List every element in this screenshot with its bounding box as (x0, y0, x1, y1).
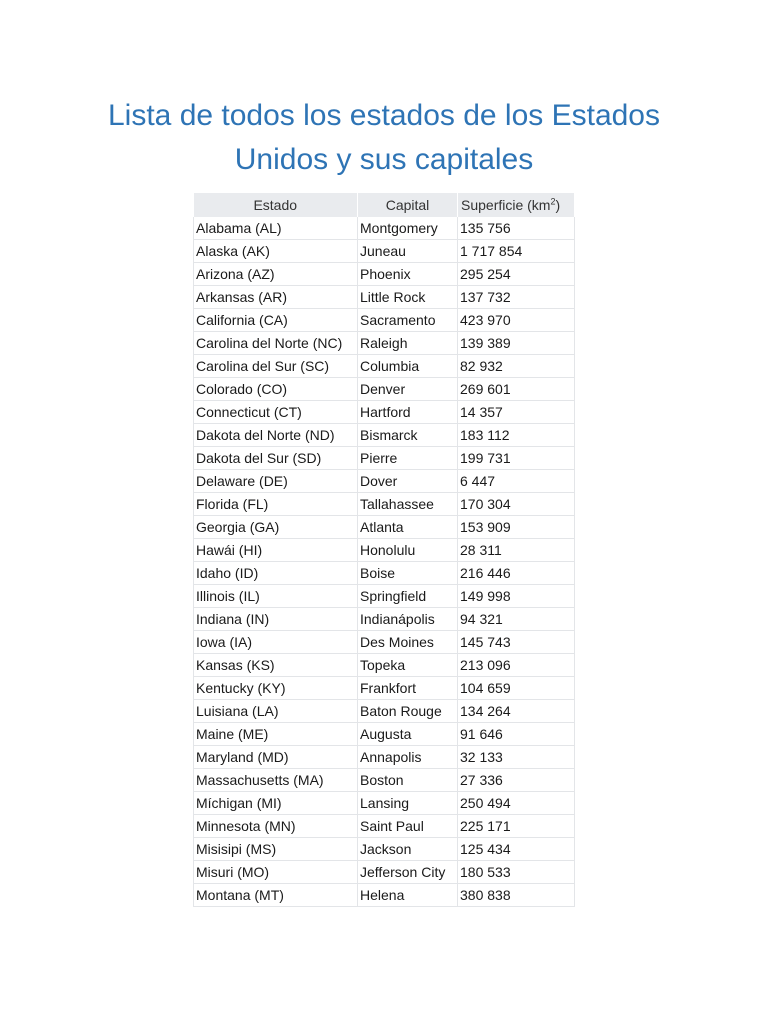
cell-capital: Boston (358, 769, 458, 792)
cell-estado: Connecticut (CT) (194, 401, 358, 424)
column-header-superficie-exponent: 2 (550, 196, 556, 207)
table-row (194, 654, 575, 677)
table-row (194, 700, 575, 723)
table-row (194, 631, 575, 654)
cell-superficie: 104 659 (458, 677, 575, 700)
cell-superficie: 180 533 (458, 861, 575, 884)
cell-capital: Annapolis (358, 746, 458, 769)
cell-superficie: 6 447 (458, 470, 575, 493)
cell-superficie: 139 389 (458, 332, 575, 355)
cell-capital: Sacramento (358, 309, 458, 332)
table-row (194, 723, 575, 746)
cell-capital: Denver (358, 378, 458, 401)
cell-superficie: 145 743 (458, 631, 575, 654)
table-row (194, 401, 575, 424)
cell-capital: Juneau (358, 240, 458, 263)
table-row (194, 884, 575, 907)
table-row (194, 240, 575, 263)
cell-estado: Alabama (AL) (194, 217, 358, 240)
cell-estado: Indiana (IN) (194, 608, 358, 631)
cell-estado: Misisipi (MS) (194, 838, 358, 861)
cell-capital: Lansing (358, 792, 458, 815)
cell-estado: Montana (MT) (194, 884, 358, 907)
table-row (194, 447, 575, 470)
column-header-superficie-label: Superficie (km (461, 197, 551, 213)
table-row (194, 470, 575, 493)
cell-superficie: 199 731 (458, 447, 575, 470)
cell-capital: Baton Rouge (358, 700, 458, 723)
cell-estado: Illinois (IL) (194, 585, 358, 608)
cell-estado: Iowa (IA) (194, 631, 358, 654)
cell-superficie: 149 998 (458, 585, 575, 608)
cell-capital: Helena (358, 884, 458, 907)
cell-superficie: 153 909 (458, 516, 575, 539)
cell-estado: Carolina del Norte (NC) (194, 332, 358, 355)
cell-superficie: 94 321 (458, 608, 575, 631)
table-row (194, 838, 575, 861)
table-row (194, 861, 575, 884)
table-row (194, 516, 575, 539)
cell-capital: Montgomery (358, 217, 458, 240)
cell-capital: Springfield (358, 585, 458, 608)
cell-superficie: 125 434 (458, 838, 575, 861)
states-table (193, 193, 575, 907)
cell-estado: Massachusetts (MA) (194, 769, 358, 792)
table-row (194, 217, 575, 240)
cell-estado: Colorado (CO) (194, 378, 358, 401)
cell-estado: Delaware (DE) (194, 470, 358, 493)
cell-estado: Luisiana (LA) (194, 700, 358, 723)
cell-superficie: 225 171 (458, 815, 575, 838)
table-row (194, 792, 575, 815)
table-row (194, 815, 575, 838)
cell-capital: Hartford (358, 401, 458, 424)
cell-superficie: 269 601 (458, 378, 575, 401)
cell-estado: Arizona (AZ) (194, 263, 358, 286)
cell-estado: Georgia (GA) (194, 516, 358, 539)
cell-capital: Phoenix (358, 263, 458, 286)
cell-capital: Topeka (358, 654, 458, 677)
cell-estado: Carolina del Sur (SC) (194, 355, 358, 378)
cell-superficie: 134 264 (458, 700, 575, 723)
cell-capital: Columbia (358, 355, 458, 378)
table-row (194, 309, 575, 332)
cell-capital: Augusta (358, 723, 458, 746)
table-row (194, 769, 575, 792)
cell-superficie: 14 357 (458, 401, 575, 424)
cell-superficie: 170 304 (458, 493, 575, 516)
table-row (194, 378, 575, 401)
cell-capital: Des Moines (358, 631, 458, 654)
cell-estado: Hawái (HI) (194, 539, 358, 562)
cell-superficie: 250 494 (458, 792, 575, 815)
cell-superficie: 380 838 (458, 884, 575, 907)
cell-superficie: 137 732 (458, 286, 575, 309)
cell-superficie: 82 932 (458, 355, 575, 378)
table-row (194, 493, 575, 516)
table-row (194, 746, 575, 769)
cell-capital: Boise (358, 562, 458, 585)
cell-capital: Saint Paul (358, 815, 458, 838)
table-row (194, 424, 575, 447)
cell-capital: Raleigh (358, 332, 458, 355)
cell-estado: Arkansas (AR) (194, 286, 358, 309)
cell-capital: Jefferson City (358, 861, 458, 884)
cell-capital: Bismarck (358, 424, 458, 447)
cell-estado: Dakota del Sur (SD) (194, 447, 358, 470)
cell-estado: Minnesota (MN) (194, 815, 358, 838)
table-row (194, 608, 575, 631)
page-title (0, 94, 768, 182)
table-row (194, 332, 575, 355)
page-title-line-1: Lista de todos los estados de los Estados (107, 99, 660, 132)
cell-estado: Kansas (KS) (194, 654, 358, 677)
cell-estado: Idaho (ID) (194, 562, 358, 585)
cell-superficie: 216 446 (458, 562, 575, 585)
cell-estado: Misuri (MO) (194, 861, 358, 884)
cell-capital: Pierre (358, 447, 458, 470)
cell-superficie: 295 254 (458, 263, 575, 286)
cell-estado: California (CA) (194, 309, 358, 332)
cell-capital: Little Rock (358, 286, 458, 309)
table-row (194, 355, 575, 378)
table-row (194, 286, 575, 309)
cell-capital: Honolulu (358, 539, 458, 562)
cell-capital: Atlanta (358, 516, 458, 539)
cell-capital: Jackson (358, 838, 458, 861)
cell-superficie: 32 133 (458, 746, 575, 769)
cell-superficie: 183 112 (458, 424, 575, 447)
table-row (194, 539, 575, 562)
column-header-capital: Capital (358, 193, 458, 217)
cell-capital: Tallahassee (358, 493, 458, 516)
cell-superficie: 213 096 (458, 654, 575, 677)
cell-estado: Florida (FL) (194, 493, 358, 516)
cell-estado: Maryland (MD) (194, 746, 358, 769)
column-header-estado: Estado (194, 193, 358, 217)
cell-capital: Dover (358, 470, 458, 493)
table-row (194, 263, 575, 286)
table-row (194, 585, 575, 608)
cell-superficie: 28 311 (458, 539, 575, 562)
cell-superficie: 135 756 (458, 217, 575, 240)
cell-superficie: 423 970 (458, 309, 575, 332)
column-header-superficie (458, 193, 575, 217)
cell-capital: Frankfort (358, 677, 458, 700)
states-table-body (194, 217, 575, 907)
cell-superficie: 91 646 (458, 723, 575, 746)
cell-estado: Alaska (AK) (194, 240, 358, 263)
cell-superficie: 1 717 854 (458, 240, 575, 263)
cell-estado: Kentucky (KY) (194, 677, 358, 700)
table-header-row (194, 193, 575, 217)
table-row (194, 677, 575, 700)
cell-estado: Dakota del Norte (ND) (194, 424, 358, 447)
cell-superficie: 27 336 (458, 769, 575, 792)
cell-estado: Míchigan (MI) (194, 792, 358, 815)
page-title-line-2: Unidos y sus capitales (234, 143, 534, 176)
table-row (194, 562, 575, 585)
cell-estado: Maine (ME) (194, 723, 358, 746)
column-header-superficie-close: ) (555, 197, 561, 213)
cell-capital: Indianápolis (358, 608, 458, 631)
